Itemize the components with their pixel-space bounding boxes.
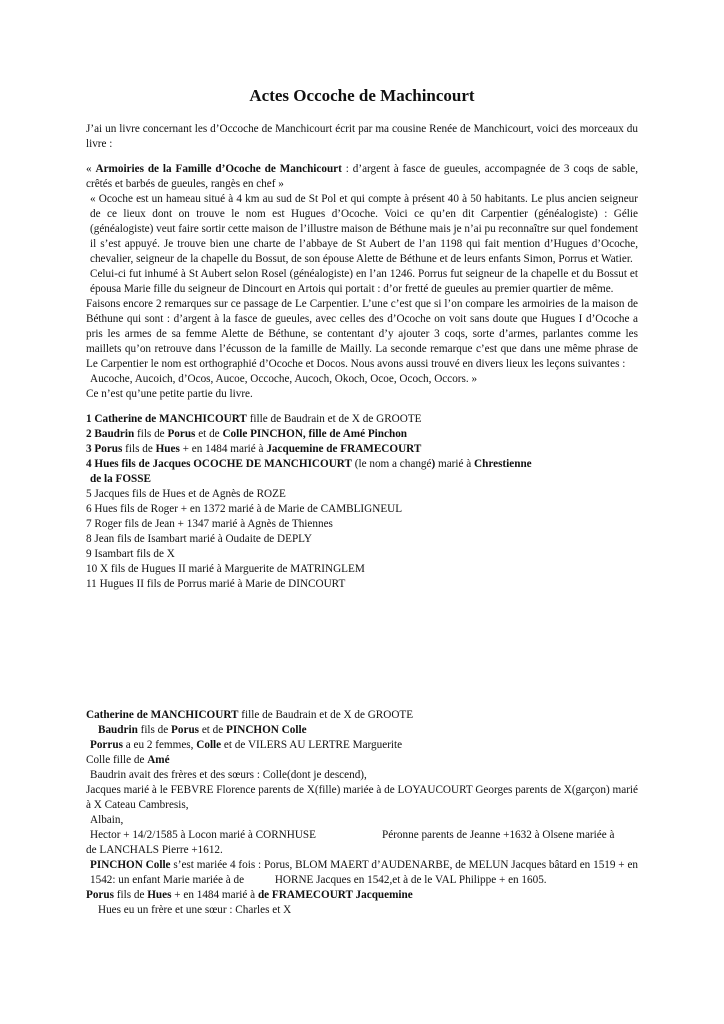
note-line: Colle fille de Amé <box>86 754 170 766</box>
note-line: Porus fils de Hues + en 1484 marié à de FRAMECOURT Jacquemine <box>86 889 413 901</box>
note-paragraph: Jacques marié à le FEBVRE Florence parents de X(fille) mariée à de LOYAUCOURT Georges parents de X(garçon) marié à X Cateau Cambresis, <box>86 784 638 811</box>
list-item-continuation: de la FOSSE <box>90 473 151 485</box>
note-line: Baudrin fils de Porus et de PINCHON Colle <box>98 724 307 736</box>
intro-paragraph: J’ai un livre concernant les d’Occoche de Manchicourt écrit par ma cousine Renée de Manchicourt, voici des morceaux du livre : <box>86 123 638 150</box>
list-item: 2 Baudrin fils de Porus et de Colle PINCHON, fille de Amé Pinchon <box>86 428 408 440</box>
list-item: 10 X fils de Hugues II marié à Marguerite de MATRINGLEM <box>86 563 365 575</box>
genealogy-list <box>86 412 638 592</box>
list-item: 8 Jean fils de Isambart marié à Oudaite de DEPLY <box>86 533 312 545</box>
note-line: Baudrin avait des frères et des sœurs : Colle(dont je descend), <box>90 769 367 781</box>
closing-line: Ce n’est qu’une petite partie du livre. <box>86 388 253 400</box>
list-item: 5 Jacques fils de Hues et de Agnès de ROZE <box>86 488 286 500</box>
excerpt-paragraph-3: Faisons encore 2 remarques sur ce passage de Le Carpentier. L’une c’est que si l’on compare les armoiries de la maison de Béthune qui sont : d’argent à la fasce de gueules, avec celles des d’Ocoche on voit sans doute que Hugues I d’Ocoche a pris les armes de sa femme Alette de Béthune, se contentant d’y ajouter 3 coqs, sorte d’armes, parlantes comme les maillets qu’on retrouve dans l’écusson de la famille de Mailly. La seconde remarque c’est que dans une même phrase de Le Carpentier le nom est orthographié d’Ocoche et Docos. Nous avons aussi trouvé en divers lieux les leçons suivantes : <box>86 298 638 370</box>
note-line: Catherine de MANCHICOURT fille de Baudrain et de X de GROOTE <box>86 709 414 721</box>
note-line: Hector + 14/2/1585 à Locon marié à CORNHUSE Péronne parents de Jeanne +1632 à Olsene mariée à <box>90 829 615 841</box>
list-item: 9 Isambart fils de X <box>86 548 175 560</box>
list-item: 6 Hues fils de Roger + en 1372 marié à de Marie de CAMBLIGNEUL <box>86 503 403 515</box>
armoiries-heading: Armoiries de la Famille d’Ocoche de Manchicourt <box>95 163 342 175</box>
page-title: Actes Occoche de Machincourt <box>249 86 475 105</box>
list-item: 1 Catherine de MANCHICOURT fille de Baudrain et de X de GROOTE <box>86 413 422 425</box>
armoiries-paragraph: « Armoiries de la Famille d’Ocoche de Manchicourt : d’argent à fasce de gueules, accompagnée de 3 coqs de sable, crêtés et barbés de gueules, rangès en chef » <box>86 163 639 190</box>
note-line: Porrus a eu 2 femmes, Colle et de VILERS AU LERTRE Marguerite <box>90 739 403 751</box>
intro-block <box>86 122 638 152</box>
spellings-line: Aucoche, Aucoich, d’Ocos, Aucoe, Occoche, Aucoch, Okoch, Ocoe, Ococh, Occors. » <box>90 373 478 385</box>
excerpt-paragraph-2: Celui-ci fut inhumé à St Aubert selon Rosel (généalogiste) en l’an 1246. Porrus fut seigneur de la chapelle et du Bossut et épousa Marie fille du seigneur de Dincourt en Artois qui portait : d’or fretté de gueules au premier quartier de même. <box>90 268 638 295</box>
list-item: 4 Hues fils de Jacques OCOCHE DE MANCHICOURT (le nom a changé) marié à Chrestienne <box>86 458 532 470</box>
excerpt-block <box>86 162 638 402</box>
list-item: 7 Roger fils de Jean + 1347 marié à Agnès de Thiennes <box>86 518 333 530</box>
note-line: Albain, <box>90 814 124 826</box>
family-notes <box>86 708 638 918</box>
list-item: 11 Hugues II fils de Porrus marié à Marie de DINCOURT <box>86 578 346 590</box>
note-line: Hues eu un frère et une sœur : Charles et X <box>98 904 292 916</box>
note-line: de LANCHALS Pierre +1612. <box>86 844 223 856</box>
excerpt-paragraph-1: « Ocoche est un hameau situé à 4 km au sud de St Pol et qui compte à présent 40 à 50 habitants. Le plus ancien seigneur de ce lieux dont on trouve le nom est Hugues d’Ocoche. Voici ce qu’en dit Carpentier (généalogiste) : Gélie (généalogiste) veut faire sortir cette maison de l’illustre maison de Béthune mais je n’ai pu reconnaître sur quel fondement il s’est appuyé. Je trouve bien une charte de l’abbaye de St Aubert de l’an 1198 qui fait mention d’Hugues d’Ocoche, chevalier, seigneur de la chapelle du Bossut, de son épouse Alette de Béthune et de leurs enfants Simon, Porrus et Watier. <box>90 193 639 265</box>
list-item: 3 Porus fils de Hues + en 1484 marié à Jacquemine de FRAMECOURT <box>86 443 422 455</box>
note-paragraph: PINCHON Colle s’est mariée 4 fois : Porus, BLOM MAERT d’AUDENARBE, de MELUN Jacques bâtard en 1519 + en 1542: un enfant Marie mariée à de HORNE Jacques en 1542,et à de le VAL Philippe + en 1605. <box>90 859 639 886</box>
